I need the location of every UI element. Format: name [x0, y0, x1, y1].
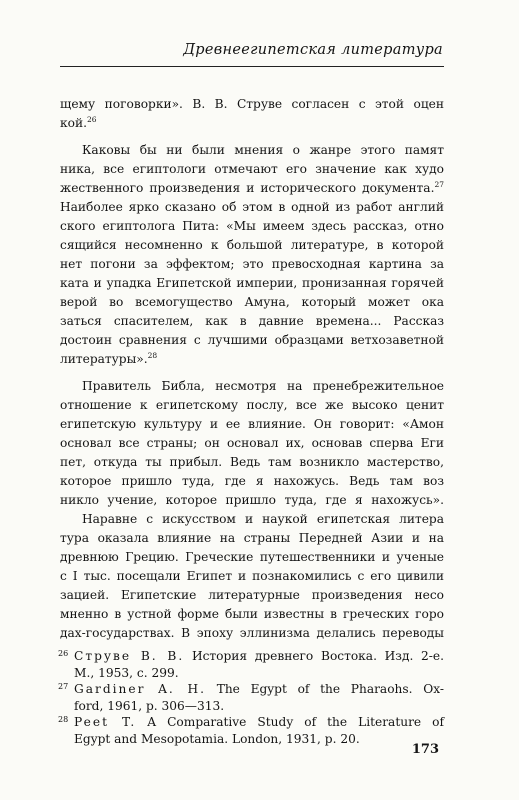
text-line	[60, 350, 444, 369]
text-line: с I тыс. посещали Египет и познакомились с его цивили	[60, 569, 444, 583]
line-text: кой.	[60, 116, 87, 130]
footnote-ref-26: 26	[86, 115, 97, 124]
text-line: достоин сравнения с лучшими образцами ветхозаветной	[60, 333, 444, 347]
text-line: нет погони за эффектом; это превосходная картина за	[60, 257, 444, 271]
text-line: основал все страны; он основал их, основав сперва Еги	[60, 436, 444, 450]
page-number: 173	[411, 742, 439, 757]
text-line	[60, 114, 444, 133]
footnote-ref-28: 28	[147, 351, 158, 360]
text-line: Наравне с искусством и наукой египетская литера	[82, 512, 444, 526]
footnote-text: A Comparative Study of the Literature of	[136, 715, 444, 729]
paragraph-4	[60, 510, 444, 643]
footnote-line	[74, 648, 444, 665]
footnote-number: 27	[58, 682, 69, 691]
footnote-author: Gardiner A. H.	[74, 682, 206, 696]
text-line: зацией. Египетские литературные произведения несо	[60, 588, 444, 602]
footnotes	[60, 648, 444, 747]
text-line: верой во всемогущество Амуна, который может ока	[60, 295, 444, 309]
footnote-text: The Egypt of the Pharaohs. Ox-	[206, 682, 444, 696]
footnote-26	[60, 648, 444, 681]
footnote-number: 26	[58, 649, 69, 658]
footnote-author: Peet T.	[74, 715, 137, 729]
text-line: древнюю Грецию. Греческие путешественники и ученые	[60, 550, 444, 564]
paragraph-1	[60, 95, 444, 133]
text-line: ката и упадка Египетской империи, пронизанная горячей	[60, 276, 444, 290]
footnote-line: М., 1953, с. 299.	[74, 665, 179, 680]
text-line: ского египтолога Пита: «Мы имеем здесь рассказ, отно	[60, 219, 444, 233]
running-head: Древнеегипетская литература	[183, 42, 443, 58]
header-rule	[60, 66, 444, 67]
text-line: Каковы бы ни были мнения о жанре этого памят	[82, 143, 444, 157]
text-line: заться спасителем, как в давние времена... Рассказ	[60, 314, 444, 328]
line-text: жественного произведения и исторического документа.	[60, 181, 435, 195]
footnote-author: Струве В. В.	[74, 649, 185, 663]
text-line: Правитель Библа, несмотря на пренебрежительное	[82, 379, 444, 393]
text-line: щему поговорки». В. В. Струве согласен с этой оцен	[60, 97, 444, 111]
footnote-27	[60, 681, 444, 714]
text-line: египетскую культуру и ее влияние. Он говорит: «Амон	[60, 417, 444, 431]
text-line: которое пришло туда, где я нахожусь. Ведь там воз	[60, 474, 444, 488]
text-line: никло учение, которое пришло туда, где я нахожусь».	[60, 493, 444, 507]
text-line: дах-государствах. В эпоху эллинизма делались переводы	[60, 626, 444, 640]
footnote-text: История древнего Востока. Изд. 2-е.	[184, 649, 445, 663]
text-line: Наиболее ярко сказано об этом в одной из работ англий	[60, 200, 444, 214]
main-text	[60, 95, 444, 643]
text-line: пет, откуда ты прибыл. Ведь там возникло мастерство,	[60, 455, 444, 469]
footnote-line	[74, 681, 444, 698]
text-line: отношение к египетскому послу, все же высоко ценит	[60, 398, 444, 412]
text-line: мненно в устной форме были известны в греческих горо	[60, 607, 444, 621]
paragraph-2	[60, 141, 444, 369]
footnote-number: 28	[58, 715, 69, 724]
text-line: тура оказала влияние на страны Передней Азии и на	[60, 531, 444, 545]
footnote-28	[60, 714, 444, 747]
text-line: ника, все египтологи отмечают его значение как худо	[60, 162, 444, 176]
text-line: сящийся несомненно к большой литературе, в которой	[60, 238, 444, 252]
text-line	[60, 179, 444, 198]
paragraph-3	[60, 377, 444, 510]
footnote-line	[74, 714, 444, 731]
footnote-line: ford, 1961, p. 306—313.	[74, 698, 225, 713]
line-text: литературы».	[60, 352, 148, 366]
footnote-line: Egypt and Mesopotamia. London, 1931, p. 20.	[74, 731, 360, 746]
footnote-ref-27: 27	[434, 180, 444, 189]
